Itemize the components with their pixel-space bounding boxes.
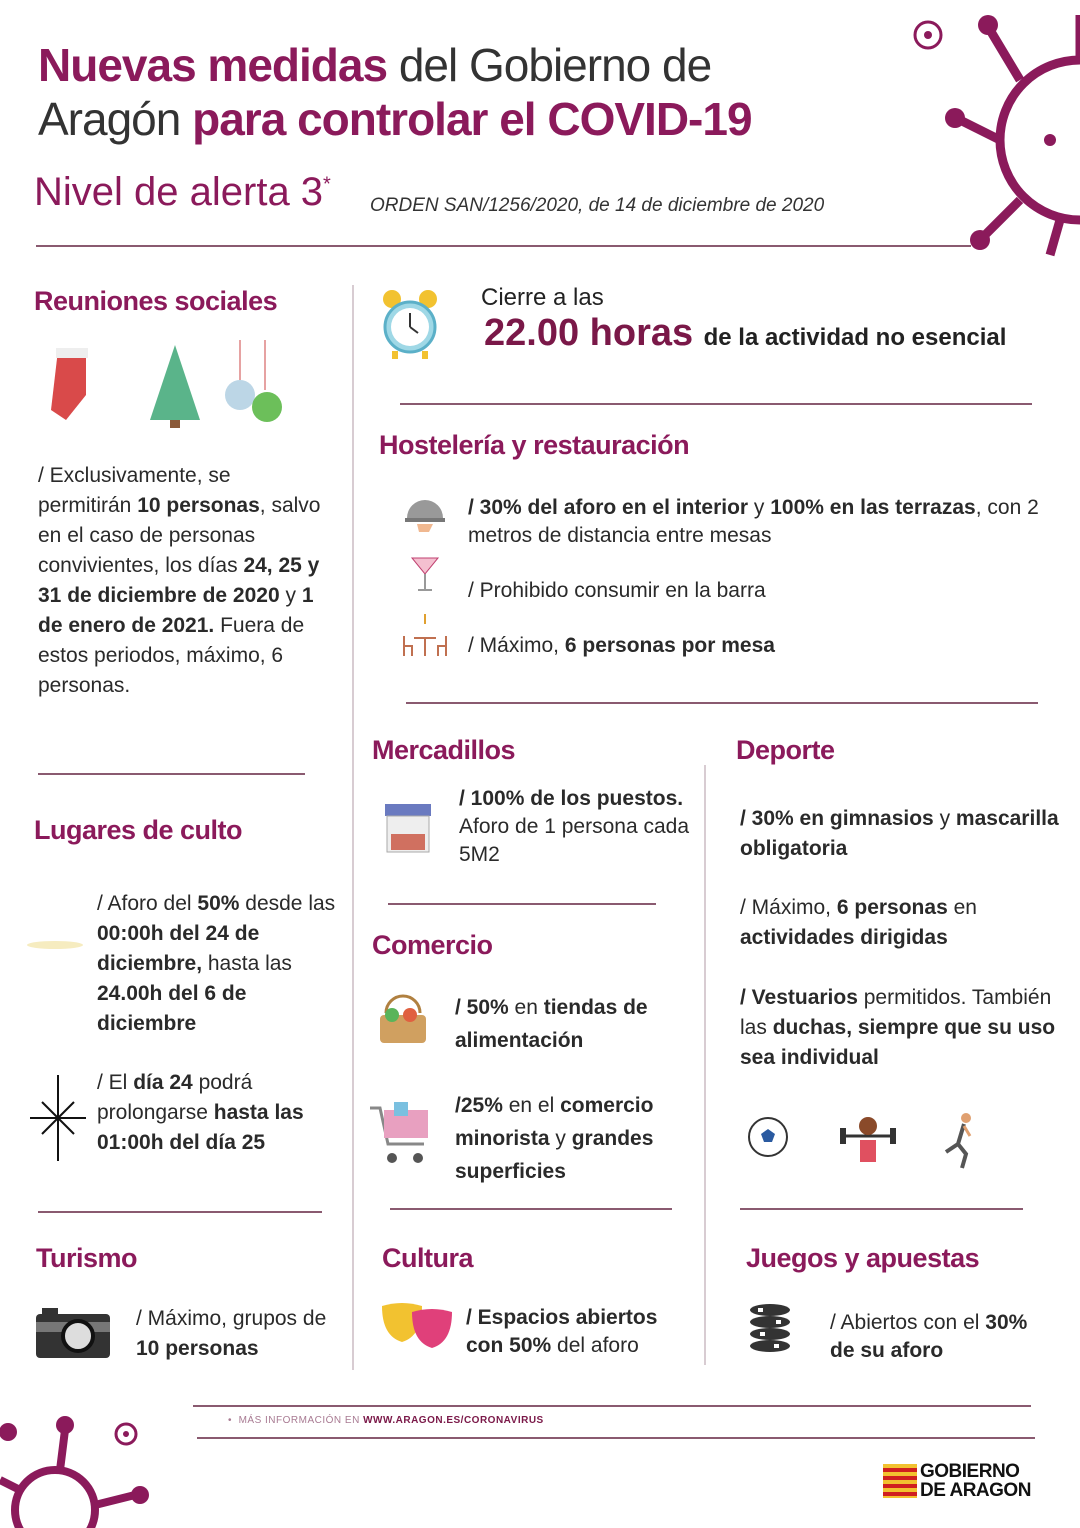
text-segment: en: [947, 896, 977, 919]
text-emphasis: duchas, siempre que su uso sea individual: [740, 1016, 1056, 1069]
text-emphasis: 24, 25 y 31 de diciembre de 2020: [38, 554, 320, 607]
hosteleria-item-2: [468, 576, 1028, 606]
cloche-icon: [403, 490, 447, 534]
divider: [406, 702, 1038, 704]
text-emphasis: 10 personas: [137, 494, 260, 517]
section-title-reuniones: Reuniones sociales: [34, 286, 278, 316]
text-emphasis: 1 de enero de 2021.: [38, 584, 314, 637]
text-emphasis: / 30% del aforo en el interior: [468, 496, 749, 519]
text-segment: y: [933, 807, 956, 830]
text-segment: / Abiertos con el: [830, 1311, 986, 1334]
text-emphasis: comercio minorista: [455, 1094, 654, 1150]
reuniones-text: [38, 461, 323, 701]
market-stall-icon: [383, 802, 433, 854]
section-title-comercio: Comercio: [372, 930, 493, 960]
soccer-ball-icon: [746, 1115, 790, 1159]
title-light: Aragón: [38, 93, 193, 145]
page-title: [38, 38, 918, 146]
text-emphasis: 100% en las terrazas: [770, 496, 976, 519]
logo-line: GOBIERNO: [920, 1461, 1020, 1482]
table-chairs-icon: [400, 612, 450, 658]
theater-masks-icon: [380, 1300, 456, 1352]
text-segment: y: [748, 496, 771, 519]
more-info-link[interactable]: WWW.ARAGON.ES/CORONAVIRUS: [363, 1415, 544, 1426]
divider: [197, 1437, 1035, 1439]
christmas-decorations-icon: [40, 340, 290, 430]
text-emphasis: / 50%: [455, 996, 509, 1019]
more-info: • MÁS INFORMACIÓN EN WWW.ARAGON.ES/CORONAVIRUS: [228, 1415, 544, 1426]
text-segment: Fuera de estos periodos, máximo, 6 personas.: [38, 614, 305, 697]
title-bold: para controlar el COVID-19: [192, 93, 752, 145]
closing-rest: de la actividad no esencial: [703, 324, 1007, 351]
text-segment: Aforo de 1 persona cada 5M2: [459, 815, 689, 866]
text-segment: , con 2 metros de distancia entre mesas: [468, 496, 1039, 547]
section-title-cultura: Cultura: [382, 1243, 473, 1273]
text-emphasis: / 30% en gimnasios: [740, 807, 934, 830]
text-emphasis: tiendas de alimentación: [455, 996, 648, 1052]
aragon-flag-icon: [883, 1464, 917, 1498]
more-info-label: MÁS INFORMACIÓN EN: [238, 1415, 364, 1426]
culto-text-1: [97, 889, 347, 1039]
divider: [388, 903, 656, 905]
hosteleria-item-1: [468, 494, 1048, 550]
text-emphasis: actividades dirigidas: [740, 926, 948, 949]
text-segment: en: [508, 996, 544, 1019]
star-icon: [30, 1075, 86, 1161]
virus-icon: [940, 10, 1080, 260]
casino-chips-icon: [748, 1302, 792, 1358]
text-segment: en el: [502, 1094, 561, 1117]
cultura-text: [466, 1304, 696, 1360]
camera-icon: [36, 1308, 110, 1358]
text-segment: / Máximo, grupos de: [136, 1307, 327, 1330]
alert-level: [34, 170, 331, 215]
text-segment: / Prohibido consumir en la barra: [468, 579, 766, 602]
deporte-item-2: [740, 893, 1060, 953]
divider: [740, 1208, 1023, 1210]
text-segment: del aforo: [551, 1334, 639, 1357]
closing-hour: 22.00 horas: [484, 312, 694, 354]
title-bold: Nuevas medidas: [38, 39, 388, 91]
text-segment: / Exclusivamente, se permitirán: [38, 464, 231, 517]
text-emphasis: / 100% de los puestos.: [459, 787, 684, 810]
cocktail-icon: [410, 550, 440, 594]
section-title-turismo: Turismo: [36, 1243, 138, 1273]
text-emphasis: día 24: [133, 1071, 193, 1094]
alert-level-text: Nivel de alerta 3: [34, 170, 324, 214]
culto-text-2: [97, 1068, 347, 1158]
text-emphasis: mascarilla obligatoria: [740, 807, 1059, 860]
title-light: del Gobierno de: [387, 39, 712, 91]
text-segment: / Aforo del: [97, 892, 198, 915]
runner-icon: [940, 1110, 980, 1170]
text-emphasis: 50%: [197, 892, 240, 915]
text-segment: / Máximo,: [468, 634, 565, 657]
column-divider: [352, 285, 354, 1370]
section-title-culto: Lugares de culto: [34, 815, 243, 845]
closing-line1: Cierre a las: [481, 284, 604, 311]
alarm-clock-icon: [380, 285, 440, 360]
text-segment: desde las: [239, 892, 336, 915]
text-emphasis: 10 personas: [136, 1337, 259, 1360]
comercio-text-1: [455, 991, 695, 1057]
turismo-text: [136, 1304, 336, 1364]
text-segment: permitidos. También las: [740, 986, 1052, 1039]
text-emphasis: 30% de su aforo: [830, 1311, 1028, 1362]
text-emphasis: hasta las 01:00h del día 25: [97, 1101, 304, 1154]
small-virus-icon: [905, 12, 951, 58]
divider: [38, 773, 305, 775]
text-segment: y: [279, 584, 302, 607]
order-reference: ORDEN SAN/1256/2020, de 14 de diciembre de 2020: [370, 195, 825, 216]
deporte-item-3: [740, 983, 1060, 1073]
text-segment: y: [549, 1127, 572, 1150]
text-emphasis: 00:00h del 24 de diciembre,: [97, 922, 260, 975]
divider: [390, 1208, 672, 1210]
food-basket-icon: [376, 993, 430, 1047]
divider: [36, 245, 971, 247]
small-virus-icon: [110, 1418, 142, 1450]
hosteleria-item-3: [468, 631, 1028, 661]
text-emphasis: 6 personas por mesa: [564, 634, 775, 657]
mercadillos-text: [459, 785, 694, 869]
deporte-item-1: [740, 804, 1060, 864]
shopping-cart-icon: [368, 1100, 434, 1166]
light-glow-icon: [25, 930, 85, 960]
text-emphasis: /25%: [455, 1094, 503, 1117]
comercio-text-2: [455, 1089, 700, 1188]
text-emphasis: / Espacios abiertos con 50%: [466, 1306, 658, 1357]
logo-line: DE ARAGON: [920, 1480, 1031, 1501]
section-title-hosteleria: Hostelería y restauración: [379, 430, 690, 460]
column-divider: [704, 765, 706, 1365]
section-title-deporte: Deporte: [736, 735, 835, 765]
weightlifter-icon: [838, 1112, 898, 1166]
text-segment: podrá prolongarse: [97, 1071, 253, 1124]
text-emphasis: 24.00h del 6 de diciembre: [97, 982, 247, 1035]
section-title-mercadillos: Mercadillos: [372, 735, 516, 765]
text-emphasis: / Vestuarios: [740, 986, 858, 1009]
alert-mark: *: [323, 173, 331, 196]
divider: [193, 1405, 1031, 1407]
closing-time: [484, 312, 1006, 355]
juegos-text: [830, 1309, 1050, 1365]
government-logo: [920, 1462, 1031, 1500]
text-emphasis: grandes superficies: [455, 1127, 654, 1183]
text-segment: / Máximo,: [740, 896, 837, 919]
text-segment: , salvo en el caso de personas convivientes, los días: [38, 494, 321, 577]
divider: [38, 1211, 322, 1213]
section-title-juegos: Juegos y apuestas: [746, 1243, 980, 1273]
text-emphasis: 6 personas: [836, 896, 948, 919]
text-segment: / El: [97, 1071, 134, 1094]
text-segment: hasta las: [202, 952, 292, 975]
divider: [400, 403, 1032, 405]
